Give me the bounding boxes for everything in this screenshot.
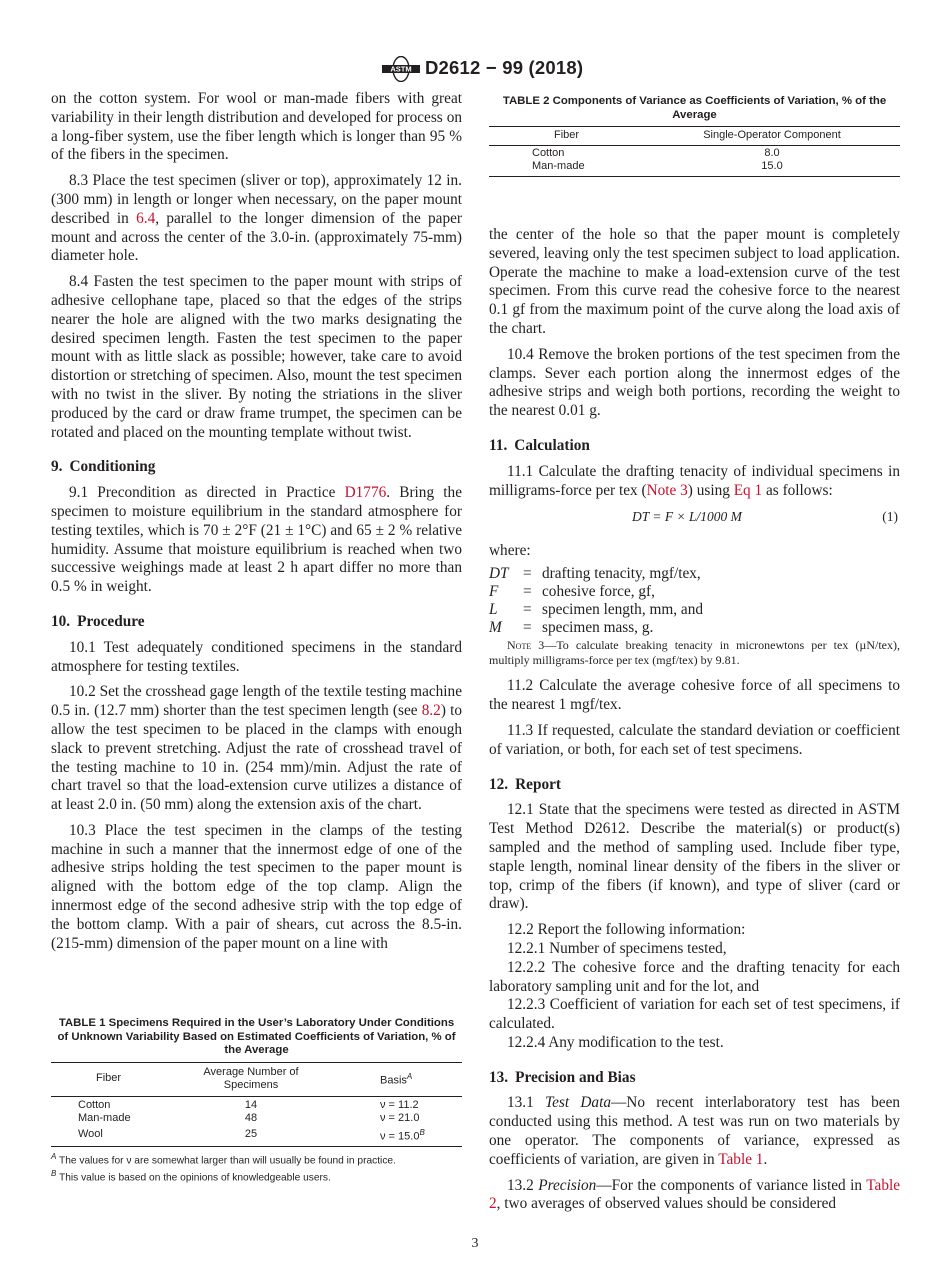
- table-2-caption: TABLE 2 Components of Variance as Coefficients of Variation, % of the Average: [502, 95, 887, 121]
- section-link[interactable]: 6.4: [136, 209, 156, 227]
- paragraph-8-3: 8.3 Place the test specimen (sliver or top), approximately 12 in. (300 mm) in length or longer when necessary, on the paper mount described in 6.4, parallel to the longer dimension of the paper mount and across the center of the 3.0-in. (approximately 75-mm) diameter hole.: [51, 172, 462, 265]
- paragraph-10-1: 10.1 Test adequately conditioned specimens in the standard atmosphere for testing textiles.: [51, 638, 462, 675]
- table-cell: Cotton: [78, 1098, 111, 1111]
- paragraph-12-2-3: 12.2.3 Coefficient of variation for each set of test specimens, if calculated.: [489, 996, 900, 1033]
- paragraph-12-2-2: 12.2.2 The cohesive force and the drafting tenacity for each laboratory sampling unit and for the lot, and: [489, 958, 900, 995]
- paragraph-10-2: 10.2 Set the crosshead gage length of the textile testing machine 0.5 in. (12.7 mm) shorter than the test specimen length (see 8.2) to allow the test specimen to be placed in the clamps with enough slack to prevent stretching. Adjust the rate of crosshead travel of the testing machine to 10 in. (254 mm)/min. Adjust the rate of chart travel so that the load-extension curve utilizes a distance of at least 2.0 in. (50 mm) along the extension axis of the chart.: [51, 683, 462, 814]
- table-cell: 15.0: [761, 160, 783, 172]
- table-header: Basis$^A$: [380, 1071, 413, 1087]
- paragraph-12-2-1: 12.2.1 Number of specimens tested,: [507, 939, 727, 957]
- paragraph-8-4: 8.4 Fasten the test specimen to the paper mount with strips of adhesive cellophane tape, placed so that the edges of the strips nearer the hole are aligned with the two marks designating the desired specimen length. Fasten the test specimen to the paper mount with as little slack as possible; however, take care to avoid distortion or stretching of specimen. Also, mount the test specimen with no twist in the sliver. By noting the striations in the sliver produced by the card or draw frame trumpet, the specimen can be rotated and placed on the mounting template without twist.: [51, 273, 462, 441]
- table-cell: Cotton: [532, 146, 565, 159]
- table-2: [489, 95, 900, 177]
- note-3: Note 3—To calculate breaking tenacity in micronewtons per tex (µN/tex), multiply milligrams-force per tex (mgf/tex) by 9.81.: [489, 638, 900, 668]
- variable-definitions: [489, 565, 900, 636]
- section-heading-9: 9. Conditioning: [51, 458, 156, 476]
- table-cell: $\nu = 15.0^B$: [380, 1127, 425, 1143]
- table-row: [51, 1096, 462, 1112]
- paragraph: on the cotton system. For wool or man-made fibers with great variability in their length distribution and developed for process on a long-fiber system, use the fiber length which is longer than 95 % of the fibers in the specimen.: [51, 90, 462, 164]
- table-cell: Man-made: [78, 1112, 131, 1124]
- section-heading-12: 12. Report: [489, 775, 562, 793]
- paragraph-12-1: 12.1 State that the specimens were tested as directed in ASTM Test Method D2612. Describe the material(s) or product(s) sampled and the method of sampling used. Include fiber type, staple length, nominal linear density of the fibers in the sliver or top, crimp of the fibers (if known), and type of sliver (card or draw).: [489, 801, 900, 913]
- table-cell: Wool: [78, 1127, 103, 1140]
- definition-row: L = specimen length, mm, and: [489, 600, 704, 618]
- where-label: where:: [489, 542, 531, 560]
- table-cell: 14: [244, 1098, 258, 1111]
- page-number: 3: [471, 1236, 479, 1251]
- paragraph: the center of the hole so that the paper mount is completely severed, leaving only the test specimen subject to load application. Operate the machine to make a load-extension curve of the test specimen. From this curve read the cohesive force to the nearest 0.1 gf from the maximum point of the curve along the load axis of the chart.: [489, 226, 900, 337]
- table-2-grid: [489, 126, 900, 177]
- section-heading-10: 10. Procedure: [51, 612, 145, 630]
- table-footnote: $^A$ The values for ν are somewhat larger than will usually be found in practice.: [51, 1151, 396, 1167]
- definition-row: M = specimen mass, g.: [489, 618, 654, 636]
- section-heading-11: 11. Calculation: [489, 436, 590, 454]
- table-1-caption: TABLE 1 Specimens Required in the User’s Laboratory Under Conditions of Unknown Variability Based on Estimated Coefficients of Variation, % of the Average: [57, 1017, 456, 1056]
- equation-number: (1): [882, 509, 898, 525]
- section-heading-13: 13. Precision and Bias: [489, 1068, 636, 1086]
- equation-body: DT = F × L/1000 M: [632, 509, 742, 525]
- table-cell: 25: [244, 1127, 258, 1140]
- left-column: [51, 90, 462, 960]
- paragraph-12-2-4: 12.2.4 Any modification to the test.: [507, 1033, 724, 1051]
- section-link[interactable]: 8.2: [421, 702, 441, 720]
- paragraph-10-4: 10.4 Remove the broken portions of the test specimen from the clamps. Sever each portion along the innermost edges of the adhesive strips and weigh both portions, recording the weight to the nearest 0.01 g.: [489, 345, 900, 420]
- paragraph-10-3: 10.3 Place the test specimen in the clamps of the testing machine in such a manner that the innermost edge of one of the adhesive strips holding the test specimen to the paper mount is aligned with the bottom edge of the top clamp. Align the innermost edge of the second adhesive strip with the top edge of the bottom clamp. With a pair of shears, cut across the 8.5-in. (215-mm) dimension of the paper mount on a line with: [51, 821, 462, 952]
- table-cell: 48: [244, 1112, 258, 1124]
- paragraph-11-2: 11.2 Calculate the average cohesive force of all specimens to the nearest 1 mgf/tex.: [489, 677, 900, 714]
- page-header: [0, 56, 950, 82]
- table-cell: 8.0: [764, 146, 780, 159]
- table-row: [51, 1112, 462, 1126]
- table-1: [51, 1017, 462, 1184]
- table-1-grid: [51, 1062, 462, 1147]
- paragraph-11-3: 11.3 If requested, calculate the standard deviation or coefficient of variation, or both, for each set of test specimens.: [489, 721, 900, 758]
- equation: [489, 508, 900, 528]
- paragraph-9-1: 9.1 Precondition as directed in Practice D1776. Bring the specimen to moisture equilibrium in the standard atmosphere for testing textiles, which is 70 ± 2°F (21 ± 1°C) and 65 ± 2 % relative humidity. Assume that moisture equilibrium is reached when two successive weighings made at least 2 h apart differ no more than 0.5 % in weight.: [51, 484, 462, 596]
- table-header: Single-Operator Component: [703, 129, 841, 141]
- table-link[interactable]: Table 1: [718, 1150, 764, 1168]
- paragraph-12-2: 12.2 Report the following information:: [507, 921, 746, 939]
- table-row: [489, 160, 900, 176]
- paragraph-13-2: 13.2 Precision—For the components of variance listed in Table 2, two averages of observed values should be considered: [489, 1176, 901, 1213]
- document-designation: D2612 − 99 (2018): [425, 57, 584, 78]
- table-header: Fiber: [553, 129, 580, 141]
- table-cell: ν = 11.2: [380, 1098, 419, 1111]
- svg-text:ASTM: ASTM: [390, 64, 412, 74]
- astm-logo-icon: [381, 56, 421, 82]
- equation-link[interactable]: Eq 1: [733, 481, 763, 499]
- table-footnote: $^B$ This value is based on the opinions of knowledgeable users.: [51, 1169, 331, 1184]
- note-link[interactable]: Note 3: [646, 481, 688, 499]
- table-link[interactable]: Table 2: [489, 1176, 901, 1213]
- definition-row: F = cohesive force, gf,: [489, 582, 655, 600]
- reference-link[interactable]: D1776: [344, 484, 387, 502]
- definition-row: DT = drafting tenacity, mgf/tex,: [489, 565, 701, 583]
- table-cell: Man-made: [532, 160, 585, 172]
- table-row: [51, 1126, 462, 1147]
- right-column: [489, 226, 900, 1221]
- paragraph-13-1: 13.1 Test Data—No recent interlaboratory test has been conducted using this method. A test was run on two materials by one operator. The components of variance, expressed as coefficients of variation, are given in Table 1.: [489, 1094, 901, 1168]
- table-header: Average Number of Specimens: [203, 1065, 299, 1091]
- table-header: Fiber: [95, 1072, 122, 1085]
- paragraph-11-1: 11.1 Calculate the drafting tenacity of individual specimens in milligrams-force per tex (Note 3) using Eq 1 as follows:: [489, 462, 900, 499]
- table-cell: ν = 21.0: [380, 1112, 420, 1124]
- table-row: [489, 145, 900, 160]
